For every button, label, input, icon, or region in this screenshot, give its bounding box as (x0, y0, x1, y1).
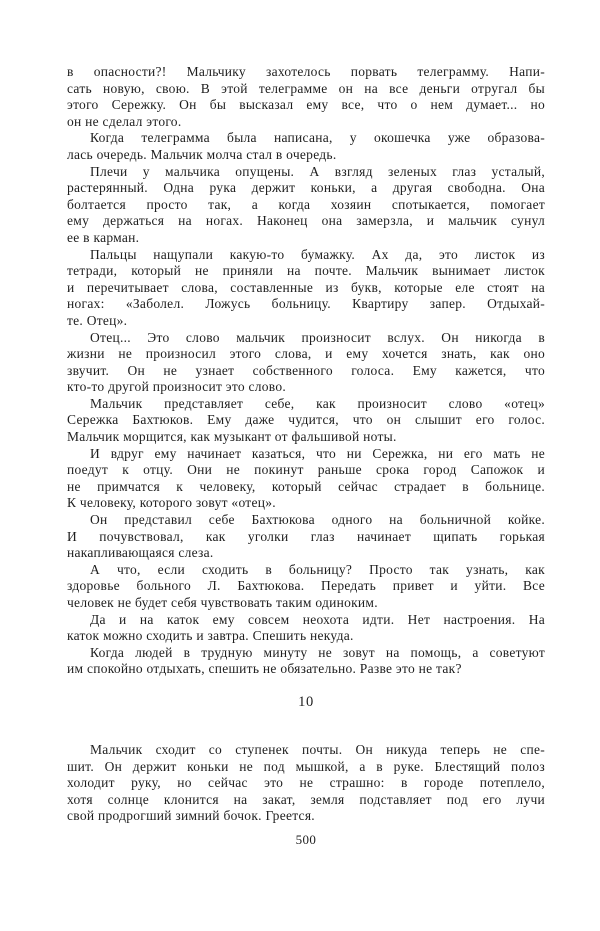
page-number: 500 (295, 831, 317, 847)
text-line: ему держаться на ногах. Наконец она замерзла, и мальчик сунул (67, 213, 545, 229)
text-line: те. Отец». (67, 312, 128, 328)
text-line: он не сделал этого. (67, 113, 182, 129)
text-line: растерянный. Одна рука держит коньки, а другая свободна. Она (67, 180, 545, 196)
text-line: кто-то другой произносит это слово. (67, 379, 286, 395)
text-line: здоровье больного Л. Бахтюкова. Передать привет и уйти. Все (67, 578, 545, 594)
paragraph (67, 247, 545, 330)
text-line: шит. Он держит коньки не под мышкой, а в руке. Блестящий полоз (67, 758, 545, 774)
text-line: Сережка Бахтюков. Ему даже чудится, что он слышит его голос. (67, 412, 545, 428)
text-line: Мальчик сходит со ступенек почты. Он никуда теперь не спе- (90, 741, 545, 757)
paragraph (67, 742, 545, 825)
text-line: ее в карман. (67, 229, 140, 245)
text-line: сать новую, свою. В этой телеграмме он на все деньги отругал бы (67, 80, 545, 96)
paragraph (67, 64, 545, 130)
text-line: поедут к отцу. Они не покинут раньше срока город Сапожок и (67, 462, 545, 478)
paragraph (67, 164, 545, 247)
text-block (67, 64, 545, 847)
body-text-upper (67, 64, 545, 678)
text-line: жизни не произносил этого слова, и ему хочется знать, как оно (67, 346, 545, 362)
paragraph (67, 512, 545, 562)
text-line: Мальчик морщится, как музыкант от фальшивой ноты. (67, 429, 397, 445)
paragraph (67, 562, 545, 612)
text-line: этого Сережку. Он бы высказал ему все, что о нем думает... но (67, 97, 545, 113)
text-line: Когда людей в трудную минуту не зовут на помощь, а советуют (90, 644, 545, 660)
paragraph (67, 612, 545, 645)
text-line: болтается просто так, а когда хозяин спотыкается, помогает (67, 196, 545, 212)
text-line: Пальцы нащупали какую-то бумажку. Ах да, это листок из (90, 246, 545, 262)
text-line: им спокойно отдыхать, спешить не обязательно. Разве это не так? (67, 661, 462, 677)
text-line: тетради, который не приняли на почте. Мальчик вынимает листок (67, 263, 545, 279)
text-line: свой продрогший зимний бочок. Греется. (67, 808, 315, 824)
text-line: Мальчик представляет себе, как произносит слово «отец» (90, 395, 545, 411)
text-line: хотя солнце клонится на закат, земля подставляет под его лучи (67, 791, 545, 807)
text-line: Плечи у мальчика опущены. А взгляд зеленых глаз усталый, (90, 163, 545, 179)
body-text-lower (67, 742, 545, 825)
paragraph (67, 396, 545, 446)
section-heading: 10 (298, 693, 314, 710)
text-line: человек не будет себя чувствовать таким одиноким. (67, 595, 378, 610)
text-line: А что, если сходить в больницу? Просто так узнать, как (90, 561, 545, 577)
text-line: каток можно сходить и завтра. Спешить некуда. (67, 628, 354, 644)
paragraph (67, 645, 545, 678)
paragraph (67, 330, 545, 396)
paragraph (67, 446, 545, 512)
text-line: в опасности?! Мальчику захотелось порвать телеграмму. Напи- (67, 64, 545, 79)
text-line: К человеку, которого зовут «отец». (67, 495, 276, 511)
text-line: холодит руку, но сейчас это не страшно: в городе потеплело, (67, 775, 545, 791)
text-line: Отец... Это слово мальчик произносит вслух. Он никогда в (90, 329, 545, 345)
text-line: не примчатся к человеку, который сейчас страдает в больнице. (67, 478, 545, 494)
text-line: лась очередь. Мальчик молча стал в очередь. (67, 146, 337, 162)
text-line: звучит. Он не узнает собственного голоса. Ему кажется, что (67, 362, 545, 378)
text-line: Он представил себе Бахтюкова одного на больничной койке. (90, 512, 545, 528)
text-line: И вдруг ему начинает казаться, что ни Сережка, ни его мать не (90, 445, 545, 461)
text-line: и перечитывает слова, составленные из букв, которые еле стоят на (67, 279, 545, 295)
text-line: Да и на каток ему совсем неохота идти. Нет настроения. На (90, 611, 545, 627)
text-line: Когда телеграмма была написана, у окошечка уже образова- (90, 130, 545, 146)
text-line: И почувствовал, как уголки глаз начинает щипать горькая (67, 528, 545, 544)
paragraph (67, 130, 545, 163)
text-line: накапливающаяся слеза. (67, 545, 214, 561)
text-line: ногах: «Заболел. Ложусь больницу. Квартиру запер. Отдыхай- (67, 296, 545, 312)
